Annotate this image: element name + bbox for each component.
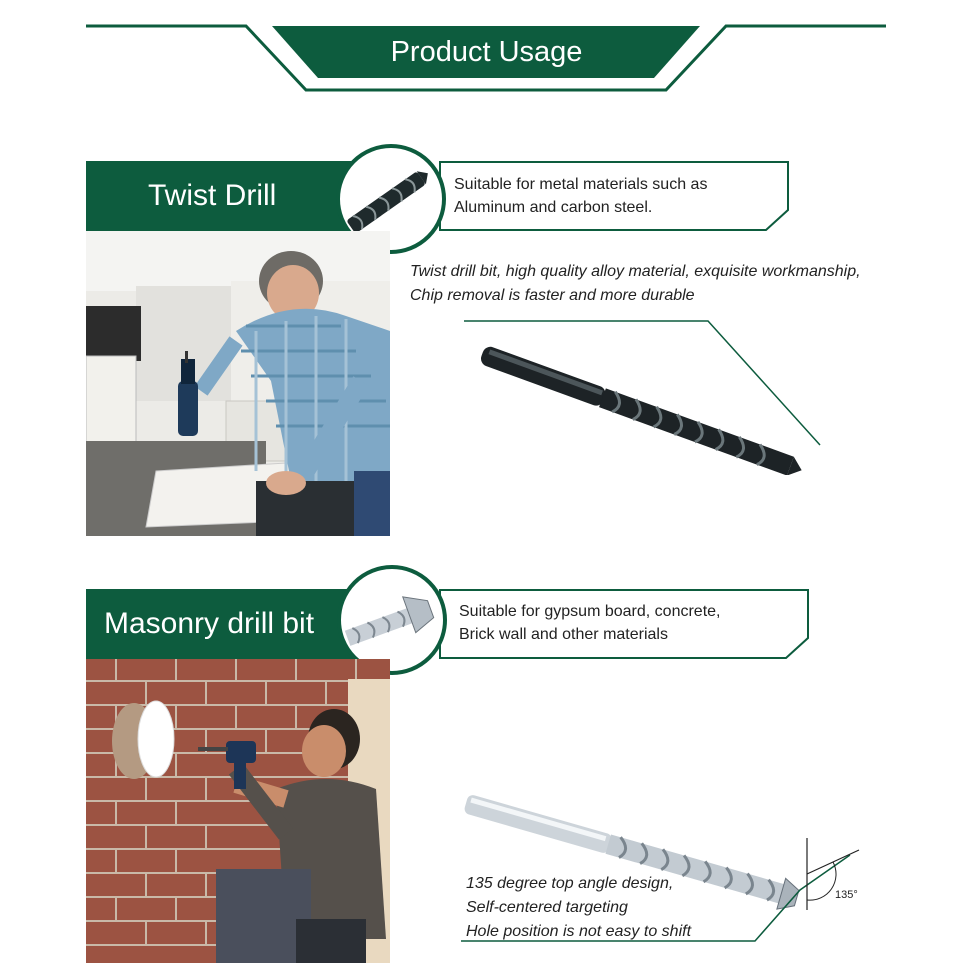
twist-drill-feature-line-1: Twist drill bit, high quality alloy material, exquisite workmanship, bbox=[410, 263, 861, 280]
masonry-drill-label-text: Masonry drill bit bbox=[104, 607, 315, 640]
masonry-drill-suitability-line-1: Suitable for gypsum board, concrete, bbox=[459, 603, 721, 620]
twist-drill-suitability-line-1: Suitable for metal materials such as bbox=[454, 176, 708, 193]
twist-drill-usage-photo bbox=[86, 231, 390, 536]
page-title: Product Usage bbox=[390, 36, 583, 68]
masonry-drill-features bbox=[466, 872, 691, 944]
masonry-drill-suitability bbox=[459, 600, 720, 646]
twist-drill-features bbox=[410, 260, 861, 308]
masonry-drill-usage-photo bbox=[86, 659, 390, 963]
twist-drill-suitability-line-2: Aluminum and carbon steel. bbox=[454, 199, 653, 216]
masonry-drill-feature-line-2: Self-centered targeting bbox=[466, 899, 628, 916]
angle-label: 135° bbox=[835, 889, 858, 901]
twist-drill-bit-image bbox=[460, 315, 860, 475]
masonry-drill-feature-line-1: 135 degree top angle design, bbox=[466, 875, 674, 892]
masonry-drill-suitability-line-2: Brick wall and other materials bbox=[459, 626, 668, 643]
twist-drill-label-text: Twist Drill bbox=[148, 179, 277, 212]
twist-drill-feature-line-2: Chip removal is faster and more durable bbox=[410, 287, 695, 304]
twist-drill-suitability bbox=[454, 173, 707, 219]
masonry-drill-feature-line-3: Hole position is not easy to shift bbox=[466, 923, 692, 940]
